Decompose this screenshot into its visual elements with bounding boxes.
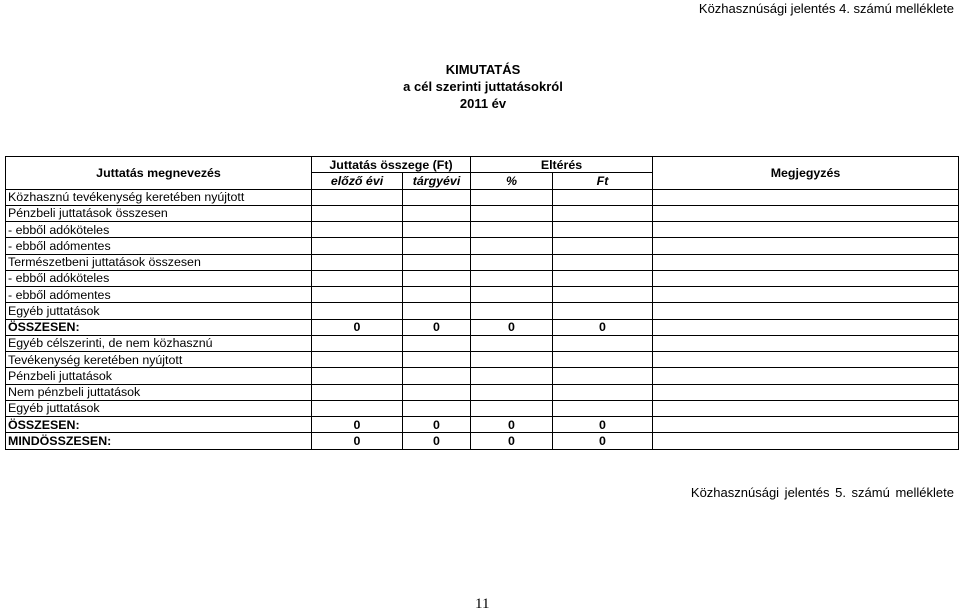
row-value (312, 335, 403, 351)
row-value (312, 368, 403, 384)
row-value: 0 (471, 319, 553, 335)
row-value (471, 384, 553, 400)
row-label: MINDÖSSZESEN: (6, 433, 312, 449)
table-row (6, 352, 959, 368)
row-value (553, 254, 653, 270)
table-row (6, 303, 959, 319)
table-row (6, 222, 959, 238)
row-value (312, 238, 403, 254)
header-row (6, 157, 959, 173)
table-row (6, 205, 959, 221)
row-value: 0 (403, 433, 471, 449)
row-value (403, 205, 471, 221)
row-value: 0 (553, 417, 653, 433)
row-label: - ebből adómentes (6, 287, 312, 303)
row-value (553, 368, 653, 384)
title-line2: a cél szerinti juttatásokról (403, 79, 563, 94)
row-value (553, 335, 653, 351)
row-value (471, 335, 553, 351)
row-value (471, 400, 553, 416)
row-label: - ebből adómentes (6, 238, 312, 254)
row-value (553, 287, 653, 303)
row-value (471, 205, 553, 221)
table-row (6, 368, 959, 384)
col-header-note: Megjegyzés (653, 157, 959, 190)
row-value (312, 222, 403, 238)
row-value: 0 (312, 319, 403, 335)
title-line3: 2011 év (459, 96, 507, 111)
row-value (312, 287, 403, 303)
row-value: 0 (553, 319, 653, 335)
row-value (553, 303, 653, 319)
row-value (471, 254, 553, 270)
row-note (653, 189, 959, 205)
row-value (403, 384, 471, 400)
table-row (6, 384, 959, 400)
row-label: Tevékenység keretében nyújtott (6, 352, 312, 368)
row-note (653, 254, 959, 270)
row-note (653, 368, 959, 384)
row-note (653, 270, 959, 286)
row-value (471, 189, 553, 205)
row-label: - ebből adóköteles (6, 222, 312, 238)
row-value (403, 400, 471, 416)
row-value (471, 352, 553, 368)
row-value (403, 335, 471, 351)
row-value (553, 189, 653, 205)
table-row (6, 238, 959, 254)
row-value (312, 270, 403, 286)
row-label: ÖSSZESEN: (6, 319, 312, 335)
row-value (471, 238, 553, 254)
row-value: 0 (403, 417, 471, 433)
subheader-percent: % (471, 173, 553, 189)
row-value (553, 238, 653, 254)
row-label: ÖSSZESEN: (6, 417, 312, 433)
row-value (553, 384, 653, 400)
row-value: 0 (471, 433, 553, 449)
row-note (653, 352, 959, 368)
row-value: 0 (553, 433, 653, 449)
subheader-previous: előző évi (312, 173, 403, 189)
report-table (5, 156, 959, 450)
table-row (6, 417, 959, 433)
row-value (403, 287, 471, 303)
row-note (653, 417, 959, 433)
row-note (653, 287, 959, 303)
row-value (471, 222, 553, 238)
row-note (653, 238, 959, 254)
row-note (653, 335, 959, 351)
row-value (553, 205, 653, 221)
col-header-name: Juttatás megnevezés (6, 157, 312, 190)
table-row (6, 254, 959, 270)
row-value (403, 303, 471, 319)
row-value (312, 254, 403, 270)
table-row (6, 270, 959, 286)
row-value (471, 303, 553, 319)
row-value: 0 (312, 417, 403, 433)
table-row (6, 400, 959, 416)
table-row (6, 287, 959, 303)
row-label: Közhasznú tevékenység keretében nyújtott (6, 189, 312, 205)
row-label: Pénzbeli juttatások összesen (6, 205, 312, 221)
row-value (403, 368, 471, 384)
table-row (6, 319, 959, 335)
row-label: Nem pénzbeli juttatások (6, 384, 312, 400)
table-row (6, 335, 959, 351)
table-row (6, 189, 959, 205)
row-value (312, 189, 403, 205)
row-note (653, 303, 959, 319)
subheader-current: tárgyévi (403, 173, 471, 189)
row-value (403, 222, 471, 238)
col-header-amount: Juttatás összege (Ft) (312, 157, 471, 173)
row-value (403, 254, 471, 270)
row-value: 0 (312, 433, 403, 449)
row-label: Egyéb juttatások (6, 303, 312, 319)
col-header-difference: Eltérés (471, 157, 653, 173)
row-note (653, 222, 959, 238)
row-value (403, 189, 471, 205)
row-note (653, 433, 959, 449)
row-label: Egyéb célszerinti, de nem közhasznú (6, 335, 312, 351)
row-label: Pénzbeli juttatások (6, 368, 312, 384)
title-line1: KIMUTATÁS (445, 62, 521, 77)
report-body (6, 189, 959, 449)
row-note (653, 205, 959, 221)
row-value (403, 270, 471, 286)
row-value (312, 384, 403, 400)
row-value (471, 270, 553, 286)
row-value (403, 352, 471, 368)
row-value (312, 303, 403, 319)
row-value (471, 287, 553, 303)
row-value (553, 222, 653, 238)
row-value (403, 238, 471, 254)
row-value (553, 270, 653, 286)
row-value: 0 (471, 417, 553, 433)
row-note (653, 400, 959, 416)
title-block (0, 61, 960, 112)
row-value (312, 352, 403, 368)
page-number: 11 (475, 596, 490, 612)
row-value (312, 205, 403, 221)
row-value: 0 (403, 319, 471, 335)
row-note (653, 319, 959, 335)
table-row (6, 433, 959, 449)
row-label: Egyéb juttatások (6, 400, 312, 416)
header-note: Közhasznúsági jelentés 4. számú melléklete (698, 1, 954, 16)
row-value (471, 368, 553, 384)
subheader-ft: Ft (553, 173, 653, 189)
footer-note: Közhasznúsági jelentés 5. számú melléklete (690, 485, 954, 500)
row-value (553, 400, 653, 416)
row-note (653, 384, 959, 400)
row-label: - ebből adóköteles (6, 270, 312, 286)
row-label: Természetbeni juttatások összesen (6, 254, 312, 270)
row-value (553, 352, 653, 368)
row-value (312, 400, 403, 416)
